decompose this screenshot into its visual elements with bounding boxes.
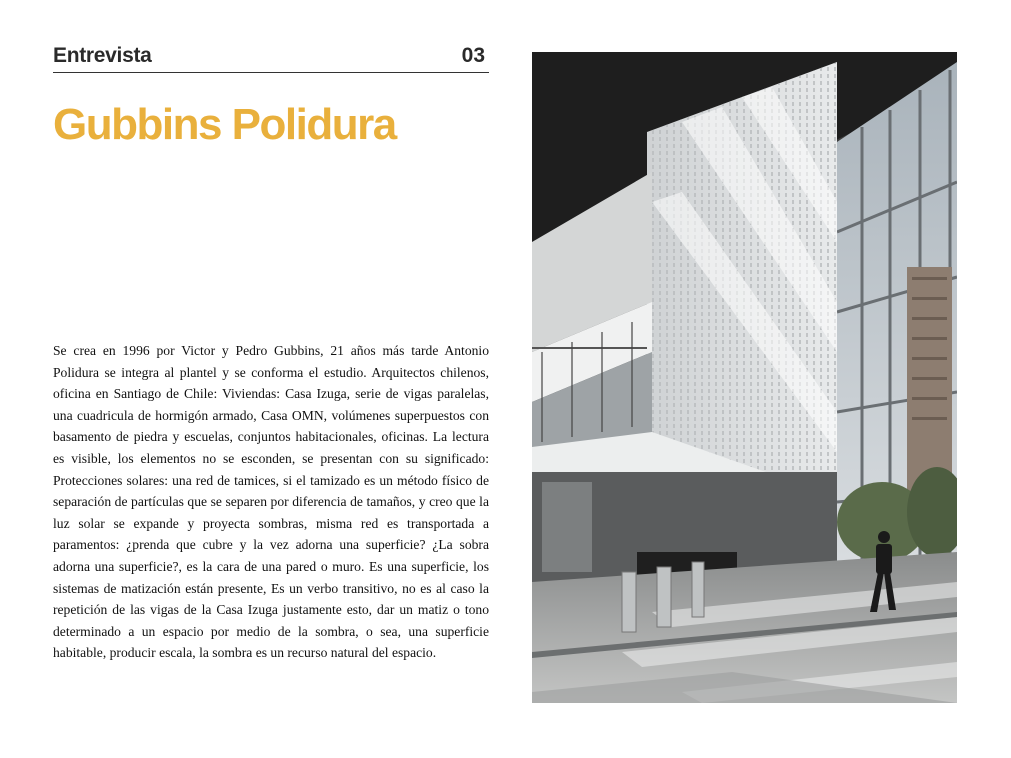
page-number: 03 <box>461 44 485 67</box>
article-body: Se crea en 1996 por Victor y Pedro Gubbins, 21 años más tarde Antonio Polidura se integra al plantel y se conforma el estudio. Arquitectos chilenos, oficina en Santiago de Chile: Viviendas: Casa Izuga, serie de vigas paralelas, una cuadricula de hormigón armado, Casa OMN, volúmenes superpuestos con basamento de piedra y escuelas, conjuntos habitacionales, oficinas. La lectura es visible, los elementos no se esconden, se presentan con su significado: Protecciones solares: una red de tamices, si el tamizado es un método físico de separación de partículas que se separen por diferencia de tamaños, y creo que la luz solar se expande y proyecta sombras, misma red es transportada a paramentos: ¿prenda que cubre y la vez adorna una superficie? ¿La sobra adorna una superficie?, es la cara de una pared o muro. Es una superficie, los sistemas de matización están presente, Es un verbo transitivo, no es al caso la repetición de las vigas de la Casa Izuga justamente esto, dar un matiz o tono determinado a un espacio por medio de la sombra, o sea, una superficie habitable, producir escala, la sombra es un recurso natural del espacio. <box>53 343 489 661</box>
section-label: Entrevista <box>53 44 152 67</box>
atrium-photo <box>532 52 957 703</box>
page-header <box>53 42 489 73</box>
article-title: Gubbins Polidura <box>53 100 396 149</box>
